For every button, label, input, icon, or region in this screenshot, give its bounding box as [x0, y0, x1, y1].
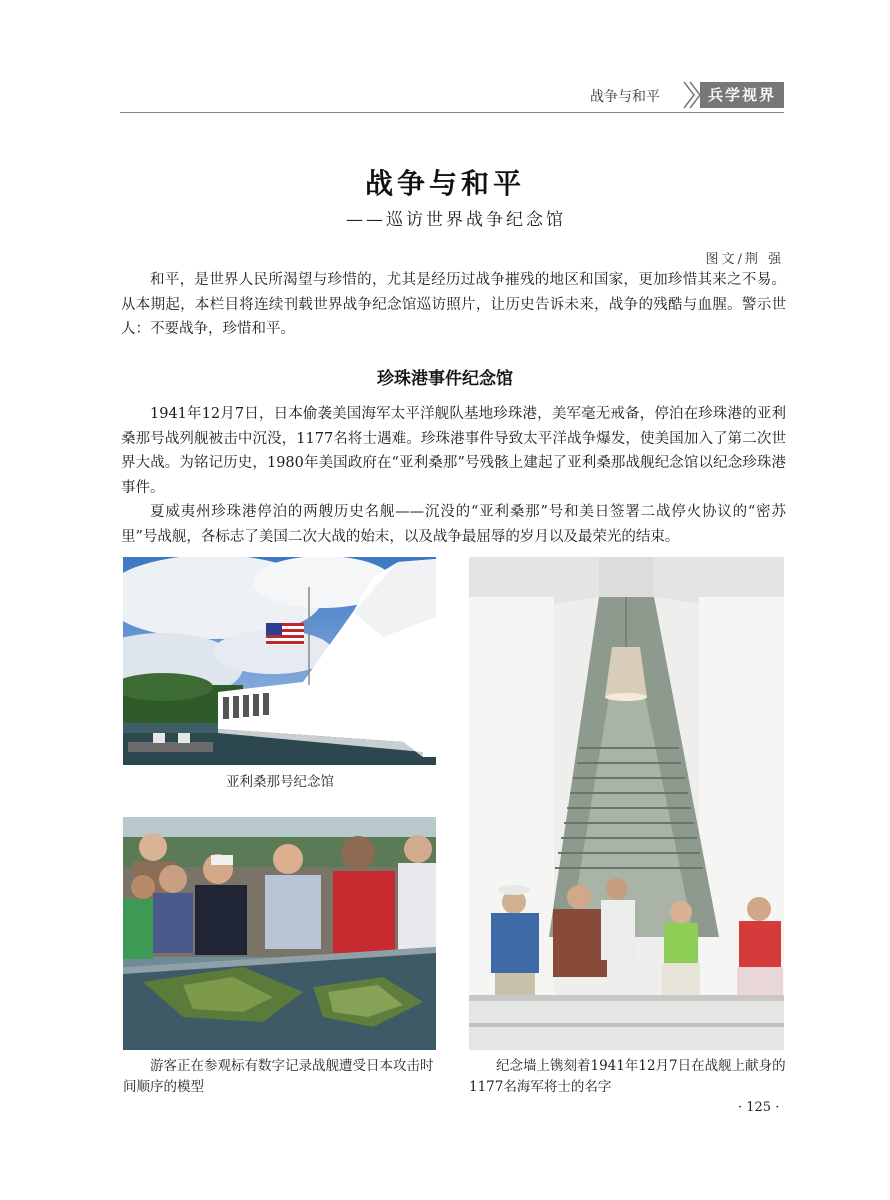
- header-divider: [120, 112, 784, 113]
- body-paragraph-2: 夏威夷州珍珠港停泊的两艘历史名舰——沉没的“亚利桑那”号和美日签署二战停火协议的“密苏里”号战舰，各标志了美国二次大战的始末，以及战争最屈辱的岁月以及最荣光的结束。: [121, 504, 786, 545]
- memorial-photo: [123, 557, 436, 765]
- column-label-badge: 兵学视界: [700, 82, 784, 108]
- header-section-label: 战争与和平: [590, 89, 660, 105]
- memorial-wall-photo-caption: 纪念墙上镌刻着1941年12月7日在战舰上献身的1177名海军将士的名字: [469, 1058, 786, 1095]
- body-paragraph-1: 1941年12月7日，日本偷袭美国海军太平洋舰队基地珍珠港，美军毫无戒备，停泊在珍珠港的亚利桑那号战列舰被击中沉没，1177名将士遇难。珍珠港事件导致太平洋战争爆发，使美国加入了第二次世界大战。为铭记历史，1980年美国政府在“亚利桑那”号残骸上建起了亚利桑那战舰纪念馆以纪念珍珠港事件。: [121, 406, 786, 496]
- page-number: · 125 ·: [738, 1100, 780, 1115]
- memorial-photo-caption: 亚利桑那号纪念馆: [226, 774, 334, 790]
- memorial-wall-photo: [469, 557, 784, 1050]
- article-byline: 图文/荆 强: [705, 252, 784, 267]
- article-title: 战争与和平: [364, 167, 525, 200]
- visitors-model-photo-caption: 游客正在参观标有数字记录战舰遭受日本攻击时间顺序的模型: [123, 1058, 434, 1095]
- intro-paragraph: 和平，是世界人民所渴望与珍惜的，尤其是经历过战争摧残的地区和国家，更加珍惜其来之不易。从本期起，本栏目将连续刊载世界战争纪念馆巡访照片，让历史告诉未来，战争的残酷与血腥。警示世人：不要战争，珍惜和平。: [121, 272, 786, 337]
- visitors-model-photo: [123, 817, 436, 1050]
- article-subtitle: ——巡访世界战争纪念馆: [346, 210, 566, 230]
- section-heading: 珍珠港事件纪念馆: [377, 369, 513, 389]
